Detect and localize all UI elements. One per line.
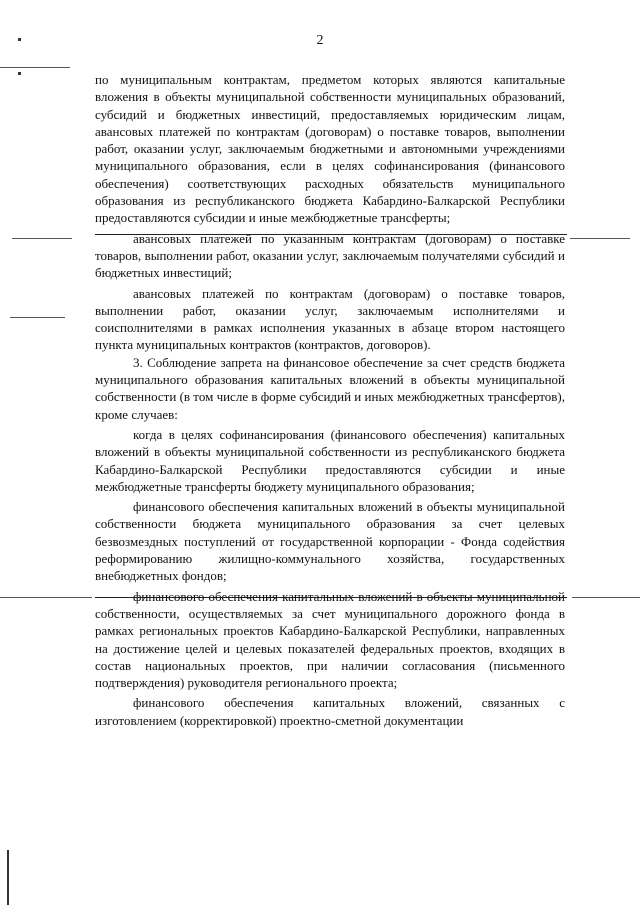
paragraph-2: авансовых платежей по указанным контрактам (договорам) о поставке товаров, выполнении работ, оказании услуг, заключаемым получателями субсидий и бюджетных инвестиций; (95, 230, 565, 281)
scan-line-mid-right (572, 597, 640, 598)
paragraph-8: финансового обеспечения капитальных вложений, связанных с изготовлением (корректировкой) проектно-сметной документации (95, 695, 565, 728)
paragraph-4: 3. Соблюдение запрета на финансовое обеспечение за счет средств бюджета муниципального образования капитальных вложений в объекты муниципальной собственности (в том числе в форме субсидий и иных межбюджетных трансфертов), кроме случаев: (95, 354, 565, 422)
scan-line-left-1 (12, 238, 72, 239)
page-number: 2 (316, 33, 324, 48)
paragraph-7: финансового обеспечения капитальных вложений в объекты муниципальной собственности, осуществляемых за счет муниципального дорожного фонда в рамках региональных проектов Кабардино-Балкарской Республики, направленных на достижение целей и целевых показателей федеральных проектов, входящих в состав национальных проектов, при наличии согласования (письменного подтверждения) руководителя регионального проекта; (95, 588, 565, 691)
scan-dot-second (18, 72, 21, 75)
scan-line-left-2 (10, 317, 65, 318)
paragraph-1: по муниципальным контрактам, предметом которых являются капитальные вложения в объекты муниципальной собственности муниципальных образований, субсидий и бюджетных инвестиций, предоставляемых юридическим лицам, авансовых платежей по контрактам (договорам) о поставке товаров, выполнении работ, оказании услуг, заключаемым бюджетными и автономными учреждениями муниципального образования, если в целях софинансирования (финансового обеспечения) соответствующих расходных обязательств муниципального образования из республиканского бюджета Кабардино-Балкарской Республики предоставляются субсидии и иные межбюджетные трансферты; (95, 72, 565, 226)
paragraph-6: финансового обеспечения капитальных вложений в объекты муниципальной собственности бюджета муниципального образования за счет целевых безвозмездных поступлений от государственной корпорации - Фонда содействия реформированию жилищно-коммунального хозяйства, государственных внебюджетных фондов; (95, 499, 565, 584)
paragraph-5: когда в целях софинансирования (финансового обеспечения) капитальных вложений в объекты муниципальной собственности из республиканского бюджета Кабардино-Балкарской Республики предоставляются субсидии и иные межбюджетные трансферты бюджету муниципального образования; (95, 426, 565, 494)
scan-line-mid-left (0, 597, 92, 598)
scan-edge-bottom-left (7, 850, 9, 905)
scan-line-top (0, 67, 70, 68)
paragraph-3: авансовых платежей по контрактам (договорам) о поставке товаров, выполнении работ, оказании услуг, заключаемым исполнителями и соисполнителями в рамках исполнения указанных в абзаце втором настоящего пункта муниципальных контрактов (контрактов, договоров). (95, 285, 565, 353)
body-text (95, 71, 565, 729)
scan-line-right-1 (570, 238, 630, 239)
